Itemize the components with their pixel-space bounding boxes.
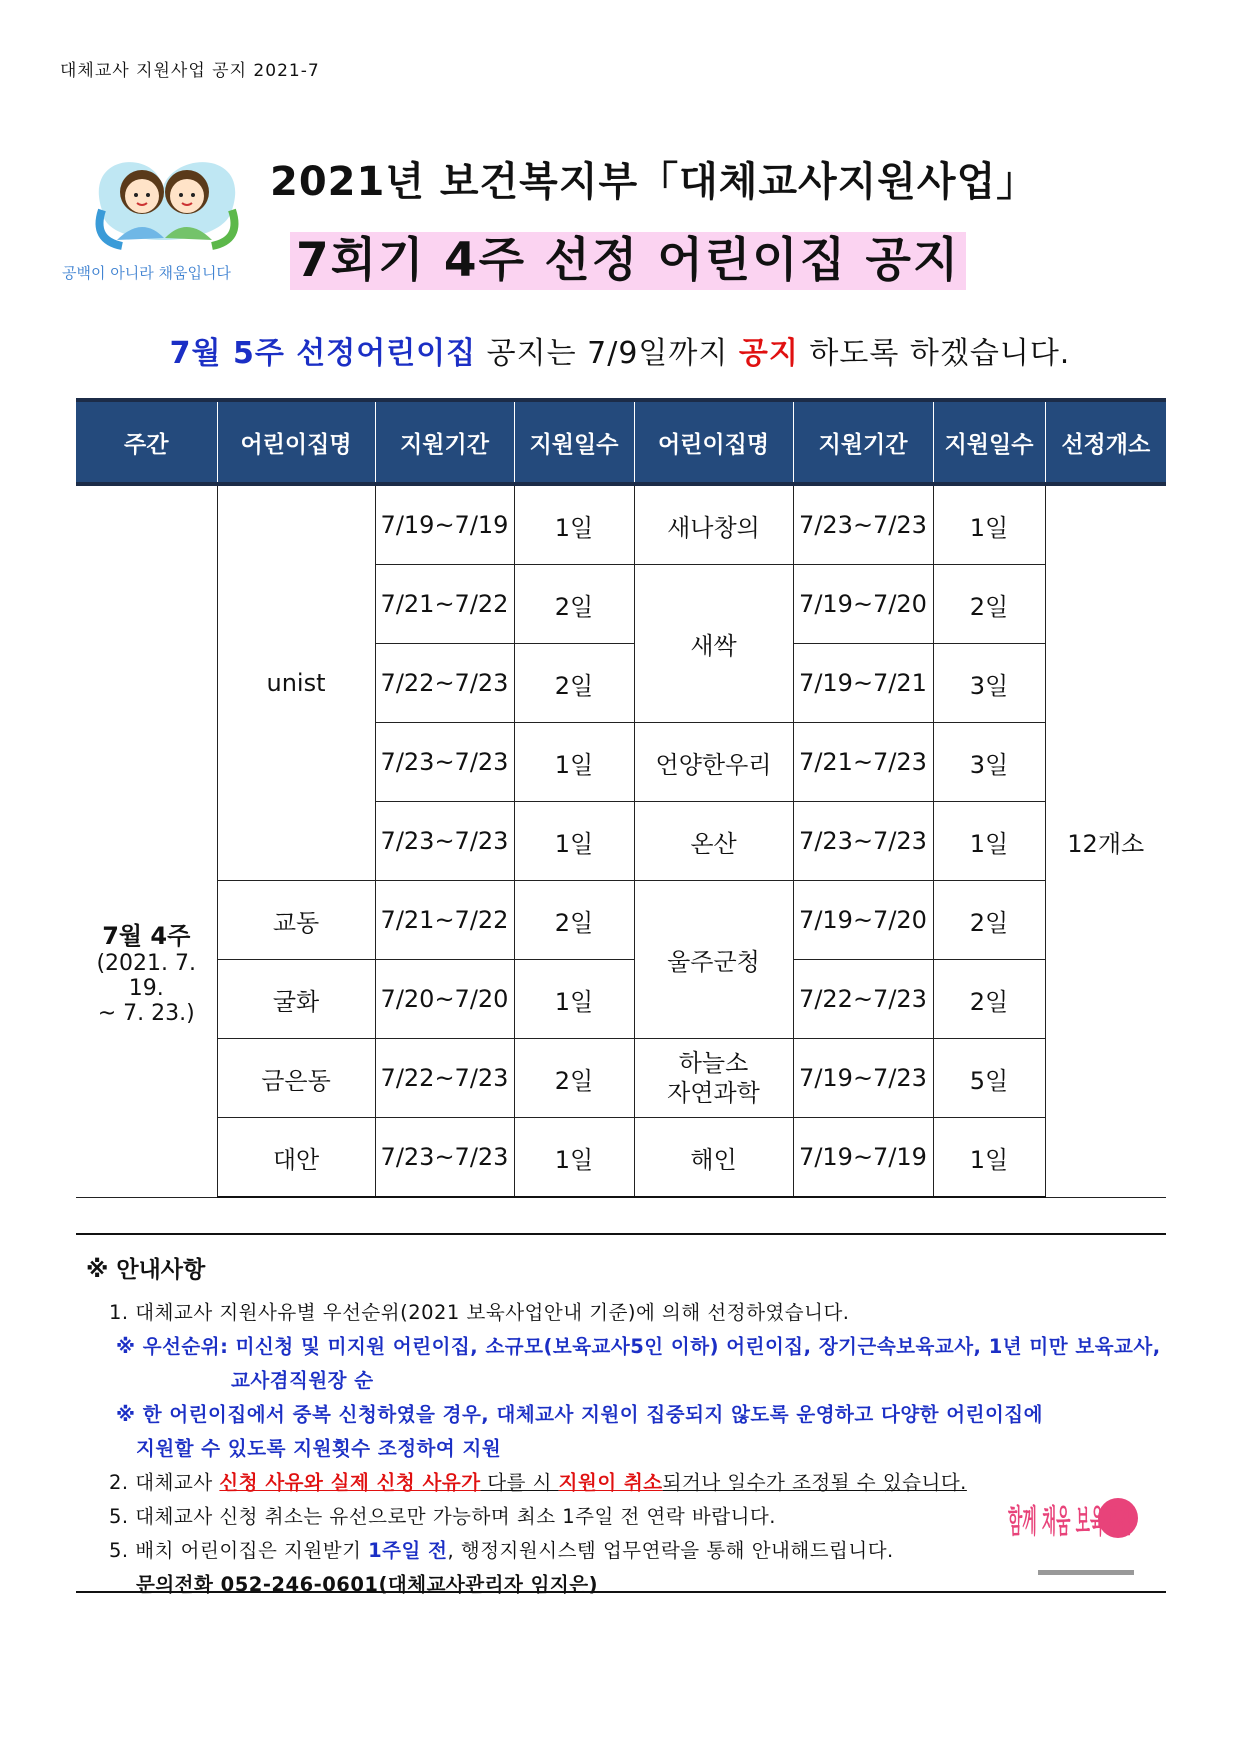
sub-notice-part2: 공지는 7/9일까지 <box>476 336 739 371</box>
col-header-period-2: 지원기간 <box>793 400 933 484</box>
days-cell: 1일 <box>514 802 634 881</box>
center-name-cell: 새싹 <box>634 565 793 723</box>
info-line-4a: 5. 배치 어린이집은 지원받기 <box>109 1539 369 1562</box>
period-cell: 7/22~7/23 <box>375 1039 514 1118</box>
table-row <box>76 1118 1166 1198</box>
period-cell: 7/21~7/23 <box>793 723 933 802</box>
col-header-center-name-2: 어린이집명 <box>634 400 793 484</box>
info-duplicate-line-2: 지원할 수 있도록 지원횟수 조정하여 지원 <box>136 1437 502 1460</box>
col-header-days-2: 지원일수 <box>933 400 1045 484</box>
selected-count-cell: 12개소 <box>1045 484 1166 1197</box>
period-cell: 7/23~7/23 <box>793 802 933 881</box>
period-cell: 7/19~7/21 <box>793 644 933 723</box>
period-cell: 7/22~7/23 <box>375 644 514 723</box>
center-name-cell: 굴화 <box>217 960 375 1039</box>
info-priority-line: ※ 우선순위: 미신청 및 미지원 어린이집, 소규모(보육교사5인 이하) 어린이집, 장기근속보육교사, 1년 미만 보육교사, <box>116 1335 1161 1358</box>
period-cell: 7/21~7/22 <box>375 881 514 960</box>
days-cell: 1일 <box>933 1118 1045 1198</box>
sub-notice-part4: 하도록 하겠습니다. <box>798 336 1071 371</box>
info-line-3: 5. 대체교사 신청 취소는 유선으로만 가능하며 최소 1주일 전 연락 바랍니다. <box>109 1505 776 1528</box>
center-name-cell: 온산 <box>634 802 793 881</box>
center-name-line1: 하늘소 <box>678 1049 749 1077</box>
info-line-2 <box>109 1467 967 1495</box>
childcare-logo-icon <box>62 150 272 290</box>
days-cell: 2일 <box>933 881 1045 960</box>
days-cell: 1일 <box>514 960 634 1039</box>
center-name-cell: 새나창의 <box>634 484 793 565</box>
info-line-2d: 지원이 취소 <box>558 1471 663 1494</box>
period-cell: 7/21~7/22 <box>375 565 514 644</box>
days-cell: 1일 <box>514 723 634 802</box>
days-cell: 2일 <box>514 565 634 644</box>
table-row <box>76 881 1166 960</box>
info-line-2b: 신청 사유와 실제 신청 사유가 <box>219 1471 481 1494</box>
days-cell: 1일 <box>933 484 1045 565</box>
info-line-2a: 2. 대체교사 <box>109 1471 220 1494</box>
schedule-table <box>76 398 1166 1198</box>
table-row <box>76 1039 1166 1118</box>
period-cell: 7/19~7/20 <box>793 565 933 644</box>
page-title: 2021년 보건복지부「대체교사지원사업」 <box>270 159 1038 205</box>
col-header-days: 지원일수 <box>514 400 634 484</box>
info-line-2c: 다를 시 <box>480 1471 559 1494</box>
period-cell: 7/19~7/23 <box>793 1039 933 1118</box>
sub-notice <box>0 328 1240 372</box>
center-name-cell: 금은동 <box>217 1039 375 1118</box>
days-cell: 5일 <box>933 1039 1045 1118</box>
week-range-end: ~ 7. 23.) <box>97 1001 195 1027</box>
days-cell: 2일 <box>514 1039 634 1118</box>
days-cell: 2일 <box>933 960 1045 1039</box>
col-header-week: 주간 <box>76 400 217 484</box>
sub-notice-part1: 7월 5주 선정어린이집 <box>169 336 477 371</box>
days-cell: 3일 <box>933 644 1045 723</box>
info-duplicate-line: ※ 한 어린이집에서 중복 신청하였을 경우, 대체교사 지원이 집중되지 않도록 운영하고 다양한 어린이집에 <box>116 1403 1043 1426</box>
days-cell: 1일 <box>514 484 634 565</box>
days-cell: 2일 <box>514 644 634 723</box>
days-cell: 3일 <box>933 723 1045 802</box>
page-subtitle: 7회기 4주 선정 어린이집 공지 <box>290 232 966 290</box>
header-note: 대체교사 지원사업 공지 2021-7 <box>60 61 320 81</box>
info-line-1: 1. 대체교사 지원사유별 우선순위(2021 보육사업안내 기준)에 의해 선정하였습니다. <box>109 1301 850 1324</box>
logo-left-text: 공백이 아니라 채움입니다 <box>62 264 231 282</box>
center-name-line2: 자연과학 <box>667 1079 760 1107</box>
period-cell: 7/20~7/20 <box>375 960 514 1039</box>
period-cell: 7/23~7/23 <box>375 723 514 802</box>
week-cell <box>76 484 217 1197</box>
sub-notice-part3: 공지 <box>738 336 799 371</box>
period-cell: 7/23~7/23 <box>793 484 933 565</box>
table-row <box>76 484 1166 565</box>
info-line-4b: 1주일 전 <box>368 1539 448 1562</box>
center-name-cell: unist <box>217 484 375 881</box>
center-name-cell: 언양한우리 <box>634 723 793 802</box>
week-range-start: (2021. 7. 19. <box>96 951 197 1002</box>
period-cell: 7/22~7/23 <box>793 960 933 1039</box>
period-cell: 7/19~7/20 <box>793 881 933 960</box>
info-priority-line-2: 교사겸직원장 순 <box>231 1369 374 1392</box>
info-line-2e: 되거나 일수가 조정될 수 있습니다. <box>662 1471 967 1494</box>
info-line-4 <box>109 1535 894 1563</box>
period-cell: 7/23~7/23 <box>375 802 514 881</box>
period-cell: 7/19~7/19 <box>375 484 514 565</box>
period-cell: 7/23~7/23 <box>375 1118 514 1198</box>
period-cell: 7/19~7/19 <box>793 1118 933 1198</box>
col-header-period: 지원기간 <box>375 400 514 484</box>
days-cell: 1일 <box>514 1118 634 1198</box>
days-cell: 2일 <box>514 881 634 960</box>
center-name-cell: 교동 <box>217 881 375 960</box>
logo-right-text: 함께 채움 보육공감 <box>1007 1502 1134 1540</box>
center-name-cell: 대안 <box>217 1118 375 1198</box>
col-header-center-name: 어린이집명 <box>217 400 375 484</box>
together-logo-icon <box>1000 1492 1140 1582</box>
week-label: 7월 4주 <box>102 922 191 951</box>
table-header-row <box>76 400 1166 484</box>
days-cell: 2일 <box>933 565 1045 644</box>
center-name-cell: 울주군청 <box>634 881 793 1039</box>
col-header-count: 선정개소 <box>1045 400 1166 484</box>
info-line-4c: , 행정지원시스템 업무연락을 통해 안내해드립니다. <box>447 1539 894 1562</box>
table-row <box>76 960 1166 1039</box>
info-heading: ※ 안내사항 <box>86 1257 206 1283</box>
days-cell: 1일 <box>933 802 1045 881</box>
center-name-cell <box>634 1039 793 1118</box>
center-name-cell: 해인 <box>634 1118 793 1198</box>
contact-phone: 문의전화 052-246-0601(대체교사관리자 임지은) <box>136 1573 598 1596</box>
